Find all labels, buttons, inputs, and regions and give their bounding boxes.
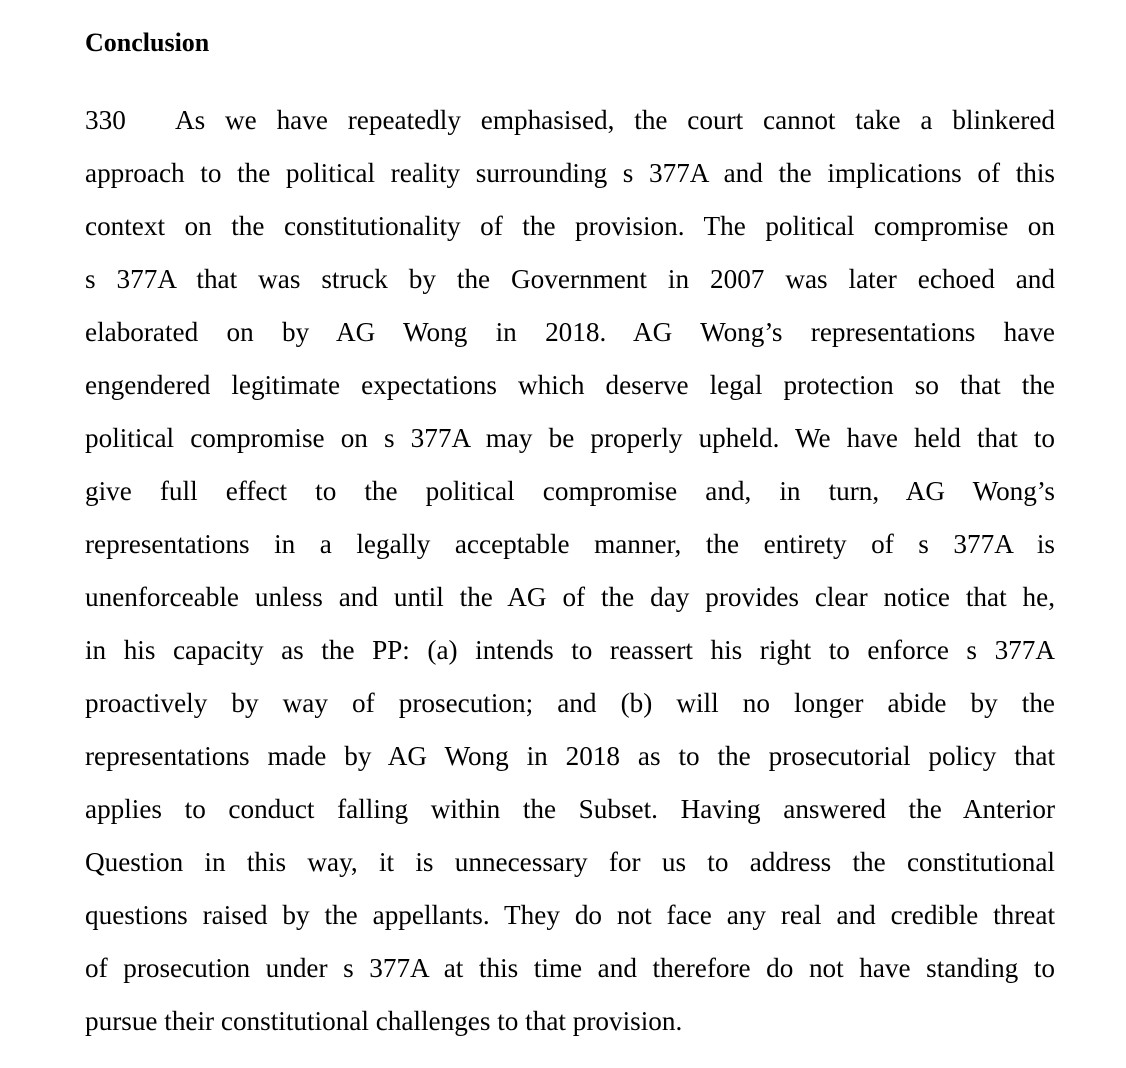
paragraph-line: proactively by way of prosecution; and (b) will no longer abide by the (85, 688, 1055, 718)
paragraph-line: elaborated on by AG Wong in 2018. AG Wong’s representations have (85, 317, 1055, 347)
paragraph-line: unenforceable unless and until the AG of the day provides clear notice that he, (85, 582, 1055, 612)
paragraph-number: 330 (85, 105, 126, 135)
paragraph-line: representations made by AG Wong in 2018 as to the prosecutorial policy that (85, 741, 1055, 771)
paragraph-line-text: As we have repeatedly emphasised, the court cannot take a blinkered (175, 105, 1055, 135)
paragraph-line: of prosecution under s 377A at this time and therefore do not have standing to (85, 953, 1055, 983)
paragraph-line: s 377A that was struck by the Government in 2007 was later echoed and (85, 264, 1055, 294)
paragraph-line: questions raised by the appellants. They do not face any real and credible threat (85, 900, 1055, 930)
paragraph-line: context on the constitutionality of the provision. The political compromise on (85, 211, 1055, 241)
paragraph-line: pursue their constitutional challenges to that provision. (85, 1006, 683, 1036)
paragraph-line: engendered legitimate expectations which deserve legal protection so that the (85, 370, 1055, 400)
paragraph-line: give full effect to the political compromise and, in turn, AG Wong’s (85, 476, 1055, 506)
paragraph-line: in his capacity as the PP: (a) intends to reassert his right to enforce s 377A (85, 635, 1055, 665)
paragraph-line: political compromise on s 377A may be properly upheld. We have held that to (85, 423, 1055, 453)
paragraph-line: Question in this way, it is unnecessary for us to address the constitutional (85, 847, 1055, 877)
document-page (85, 28, 1055, 1036)
paragraph-line: applies to conduct falling within the Subset. Having answered the Anterior (85, 794, 1055, 824)
paragraph-line: approach to the political reality surrounding s 377A and the implications of this (85, 158, 1055, 188)
section-heading: Conclusion (85, 28, 210, 57)
paragraph-line: representations in a legally acceptable manner, the entirety of s 377A is (85, 529, 1055, 559)
paragraph-330 (85, 104, 1055, 1058)
paragraph-line (85, 104, 1055, 157)
